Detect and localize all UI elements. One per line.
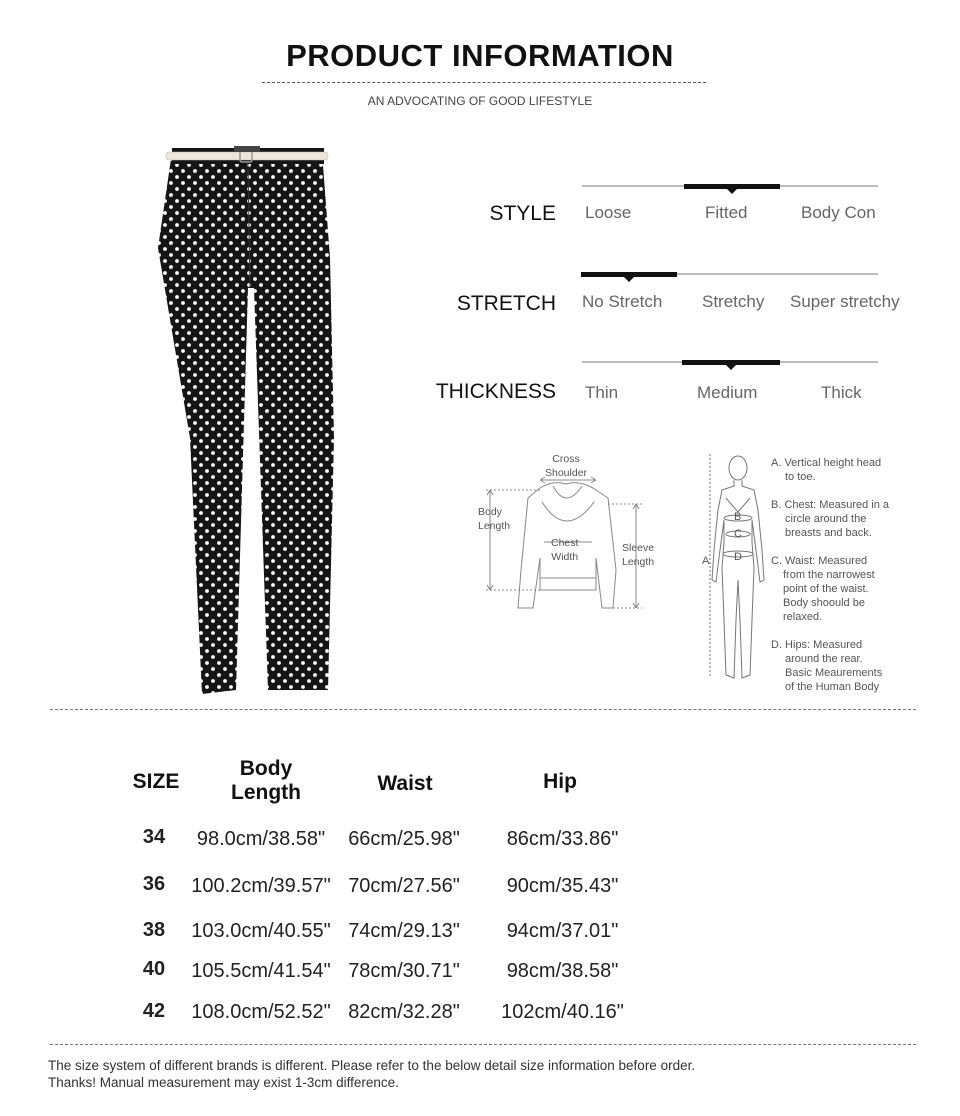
brand-label [234, 146, 260, 152]
cell-body-length: 100.2cm/39.57" [191, 875, 331, 897]
cell-hip: 102cm/40.16" [501, 1001, 624, 1023]
style-marker-icon [726, 188, 738, 194]
col-header-waist: Waist [377, 772, 433, 795]
cell-size: 42 [142, 1000, 166, 1022]
page-subtitle: AN ADVOCATING OF GOOD LIFESTYLE [367, 94, 593, 108]
footnote-line-2: Thanks! Manual measurement may exist 1-3cm difference. [48, 1075, 399, 1090]
stretch-option-no-stretch: No Stretch [582, 292, 663, 311]
thickness-option-medium: Medium [697, 383, 758, 402]
thickness-option-thin: Thin [585, 383, 619, 402]
cell-hip: 86cm/33.86" [506, 828, 619, 850]
label-sleeve-length: Sleeve Length [622, 542, 655, 568]
legend-a: A. Vertical height head to toe. [771, 457, 882, 483]
marker-a: A [702, 555, 710, 567]
cell-body-length: 103.0cm/40.55" [191, 920, 331, 942]
cell-body-length: 108.0cm/52.52" [191, 1001, 331, 1023]
belt [166, 152, 328, 160]
label-cross-shoulder: Cross Shoulder [545, 453, 588, 479]
page-title: PRODUCT INFORMATION [286, 38, 674, 73]
cell-size: 38 [142, 919, 166, 941]
marker-b: B [734, 511, 742, 523]
col-header-size: SIZE [132, 770, 180, 793]
pants-body [158, 152, 334, 694]
thickness-marker-icon [725, 364, 737, 370]
cell-waist: 70cm/27.56" [348, 875, 460, 897]
footer-divider [50, 1044, 916, 1045]
cell-waist: 74cm/29.13" [348, 920, 460, 942]
legend-d: D. Hips: Measured around the rear. Basic Meaurements of the Human Body [771, 639, 883, 693]
marker-c: C [734, 528, 742, 540]
marker-d: D [734, 551, 742, 563]
stretch-option-super-stretchy: Super stretchy [790, 292, 900, 311]
attr-label-thickness: THICKNESS [435, 380, 556, 403]
style-option-body-con: Body Con [801, 203, 876, 222]
cell-size: 40 [142, 958, 166, 980]
cell-size: 36 [142, 873, 166, 895]
cell-body-length: 105.5cm/41.54" [191, 960, 331, 982]
col-header-body-length: Body Length [231, 757, 301, 804]
attr-label-stretch: STRETCH [456, 292, 556, 315]
stretch-option-stretchy: Stretchy [702, 292, 765, 311]
col-header-hip: Hip [543, 770, 577, 793]
cell-hip: 90cm/35.43" [506, 875, 619, 897]
footnote-line-1: The size system of different brands is different. Please refer to the below detail size information before order. [48, 1058, 696, 1073]
cell-waist: 82cm/32.28" [348, 1001, 460, 1023]
cell-waist: 66cm/25.98" [348, 828, 460, 850]
section-divider [50, 709, 916, 710]
cell-body-length: 98.0cm/38.58" [196, 828, 326, 850]
title-divider [262, 82, 706, 83]
label-chest-width: Chest Width [551, 537, 579, 563]
legend-b: B. Chest: Measured in a circle around the breasts and back. [771, 499, 890, 539]
cell-size: 34 [142, 826, 166, 848]
cell-hip: 94cm/37.01" [506, 920, 619, 942]
thickness-option-thick: Thick [821, 383, 862, 402]
label-body-length: Body Length [478, 506, 511, 532]
product-image-pants [150, 138, 350, 698]
attr-label-style: STYLE [489, 202, 556, 225]
cell-hip: 98cm/38.58" [506, 960, 619, 982]
style-option-fitted: Fitted [705, 203, 748, 222]
legend-c: C. Waist: Measured from the narrowest point of the waist. Body shoould be relaxed. [771, 555, 875, 623]
stretch-marker-icon [623, 276, 635, 282]
body-measurement-diagram [700, 450, 770, 685]
cell-waist: 78cm/30.71" [348, 960, 460, 982]
style-option-loose: Loose [585, 203, 632, 222]
